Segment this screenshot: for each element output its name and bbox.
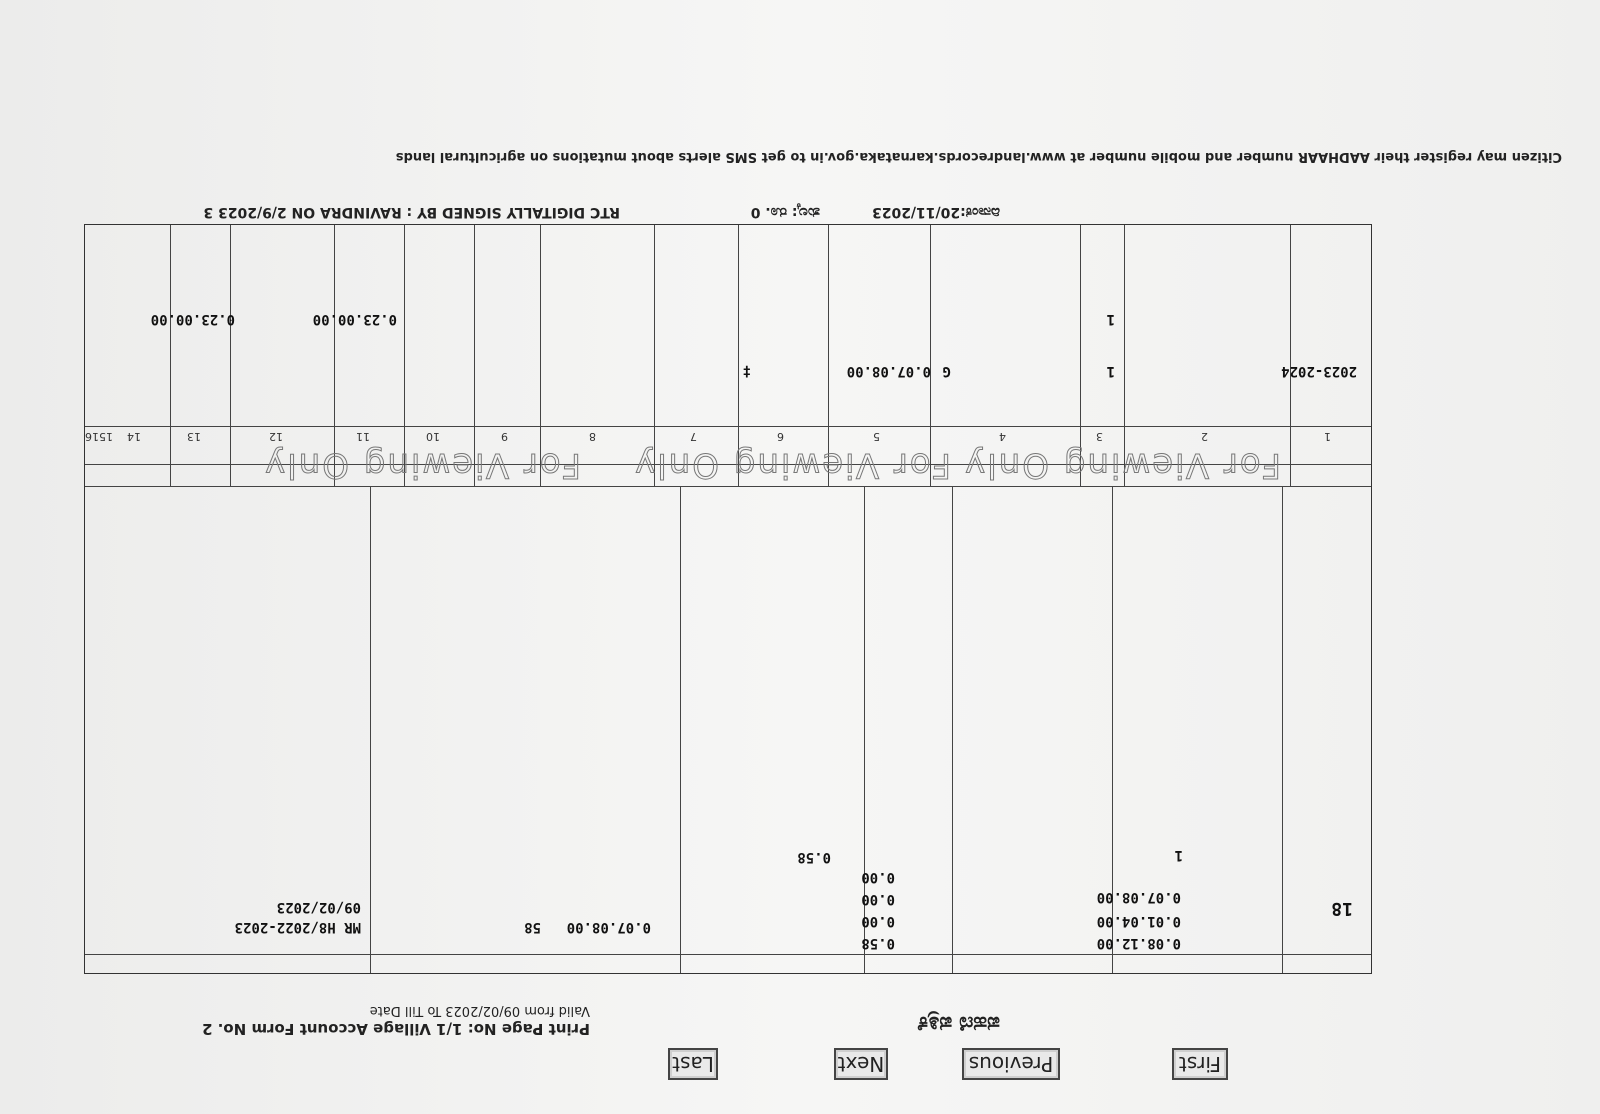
- area-b: 0.07.08.00: [1096, 889, 1181, 905]
- watermark-3: For Viewing Only: [263, 445, 581, 485]
- crop-col-4: 4: [999, 430, 1006, 443]
- crop-row2-area2: 0.23.00.00: [150, 311, 235, 327]
- crop-col-8: 8: [589, 430, 596, 443]
- crop-col-7: 7: [690, 430, 697, 443]
- aadhaar-note: Citizen may register their AADHAAR number and mobile number at www.landrecords.karnataka.gov.in to get SMS alerts about mutations on agricultural lands: [395, 149, 1562, 164]
- crop-row1-mark: ‡: [742, 363, 751, 379]
- last-button[interactable]: Last: [668, 1048, 718, 1080]
- owner-extent: 0.07.08.00: [566, 919, 651, 935]
- watermark-2: For Viewing Only: [633, 445, 951, 485]
- crop-col-11: 11: [356, 430, 370, 443]
- crop-row1-g: G: [942, 363, 951, 379]
- kharab-a: 0.00: [861, 913, 895, 929]
- watermark-1: For Viewing Only: [963, 445, 1281, 485]
- crop-year: 2023-2024: [1281, 363, 1357, 379]
- kharab-c: 0.00: [861, 869, 895, 885]
- column-2-value: 1: [1174, 847, 1183, 863]
- crop-col-15: 15: [99, 430, 113, 443]
- crop-col-6: 6: [777, 430, 784, 443]
- area-a: 0.01.04.00: [1096, 913, 1181, 929]
- crop-col-16: 16: [85, 430, 99, 443]
- fee: ಶುಲ್ಕ: ರೂ. 0: [750, 204, 820, 220]
- survey-number: 18: [1331, 898, 1353, 919]
- crop-col-5: 5: [873, 430, 880, 443]
- mutation-number: MR H8/2022-2023: [234, 919, 361, 935]
- rtc-table: [84, 224, 1372, 974]
- land-revenue: 0.58: [797, 849, 831, 865]
- valid-from: Valid from 09/02/2023 To Till Date: [369, 1003, 590, 1018]
- assessment: 0.58: [861, 935, 895, 951]
- next-button[interactable]: Next: [834, 1048, 888, 1080]
- signed-date: ದಿನಾಂಕ:20/11/2023: [871, 204, 1000, 220]
- crop-row1-ext: 1: [1106, 363, 1115, 379]
- crop-col-12: 12: [269, 430, 283, 443]
- crop-col-10: 10: [426, 430, 440, 443]
- digital-signature: RTC DIGITALLY SIGNED BY : RAVINDRA ON 2/9/2023 3: [203, 204, 620, 220]
- crop-row2-area1: 0.23.00.00: [312, 311, 397, 327]
- kannada-title: ಪಹಣಿ ಪತ್ರಿಕೆ: [918, 1012, 1000, 1036]
- crop-col-2: 2: [1201, 430, 1208, 443]
- area-total: 0.08.12.00: [1096, 935, 1181, 951]
- kharab-b: 0.00: [861, 891, 895, 907]
- crop-row2-ext: 1: [1106, 311, 1115, 327]
- crop-col-13: 13: [187, 430, 201, 443]
- crop-col-14: 14: [127, 430, 141, 443]
- crop-col-3: 3: [1096, 430, 1103, 443]
- first-button[interactable]: First: [1172, 1048, 1228, 1080]
- crop-col-9: 9: [501, 430, 508, 443]
- mutation-date: 09/02/2023: [276, 899, 361, 915]
- previous-button[interactable]: Previous: [962, 1048, 1060, 1080]
- crop-col-1: 1: [1324, 430, 1331, 443]
- form-title: Print Page No: 1/1 Village Account Form No. 2: [202, 1020, 590, 1038]
- owner-khata: 58: [524, 919, 541, 935]
- crop-row1-area: 0.07.08.00: [846, 363, 931, 379]
